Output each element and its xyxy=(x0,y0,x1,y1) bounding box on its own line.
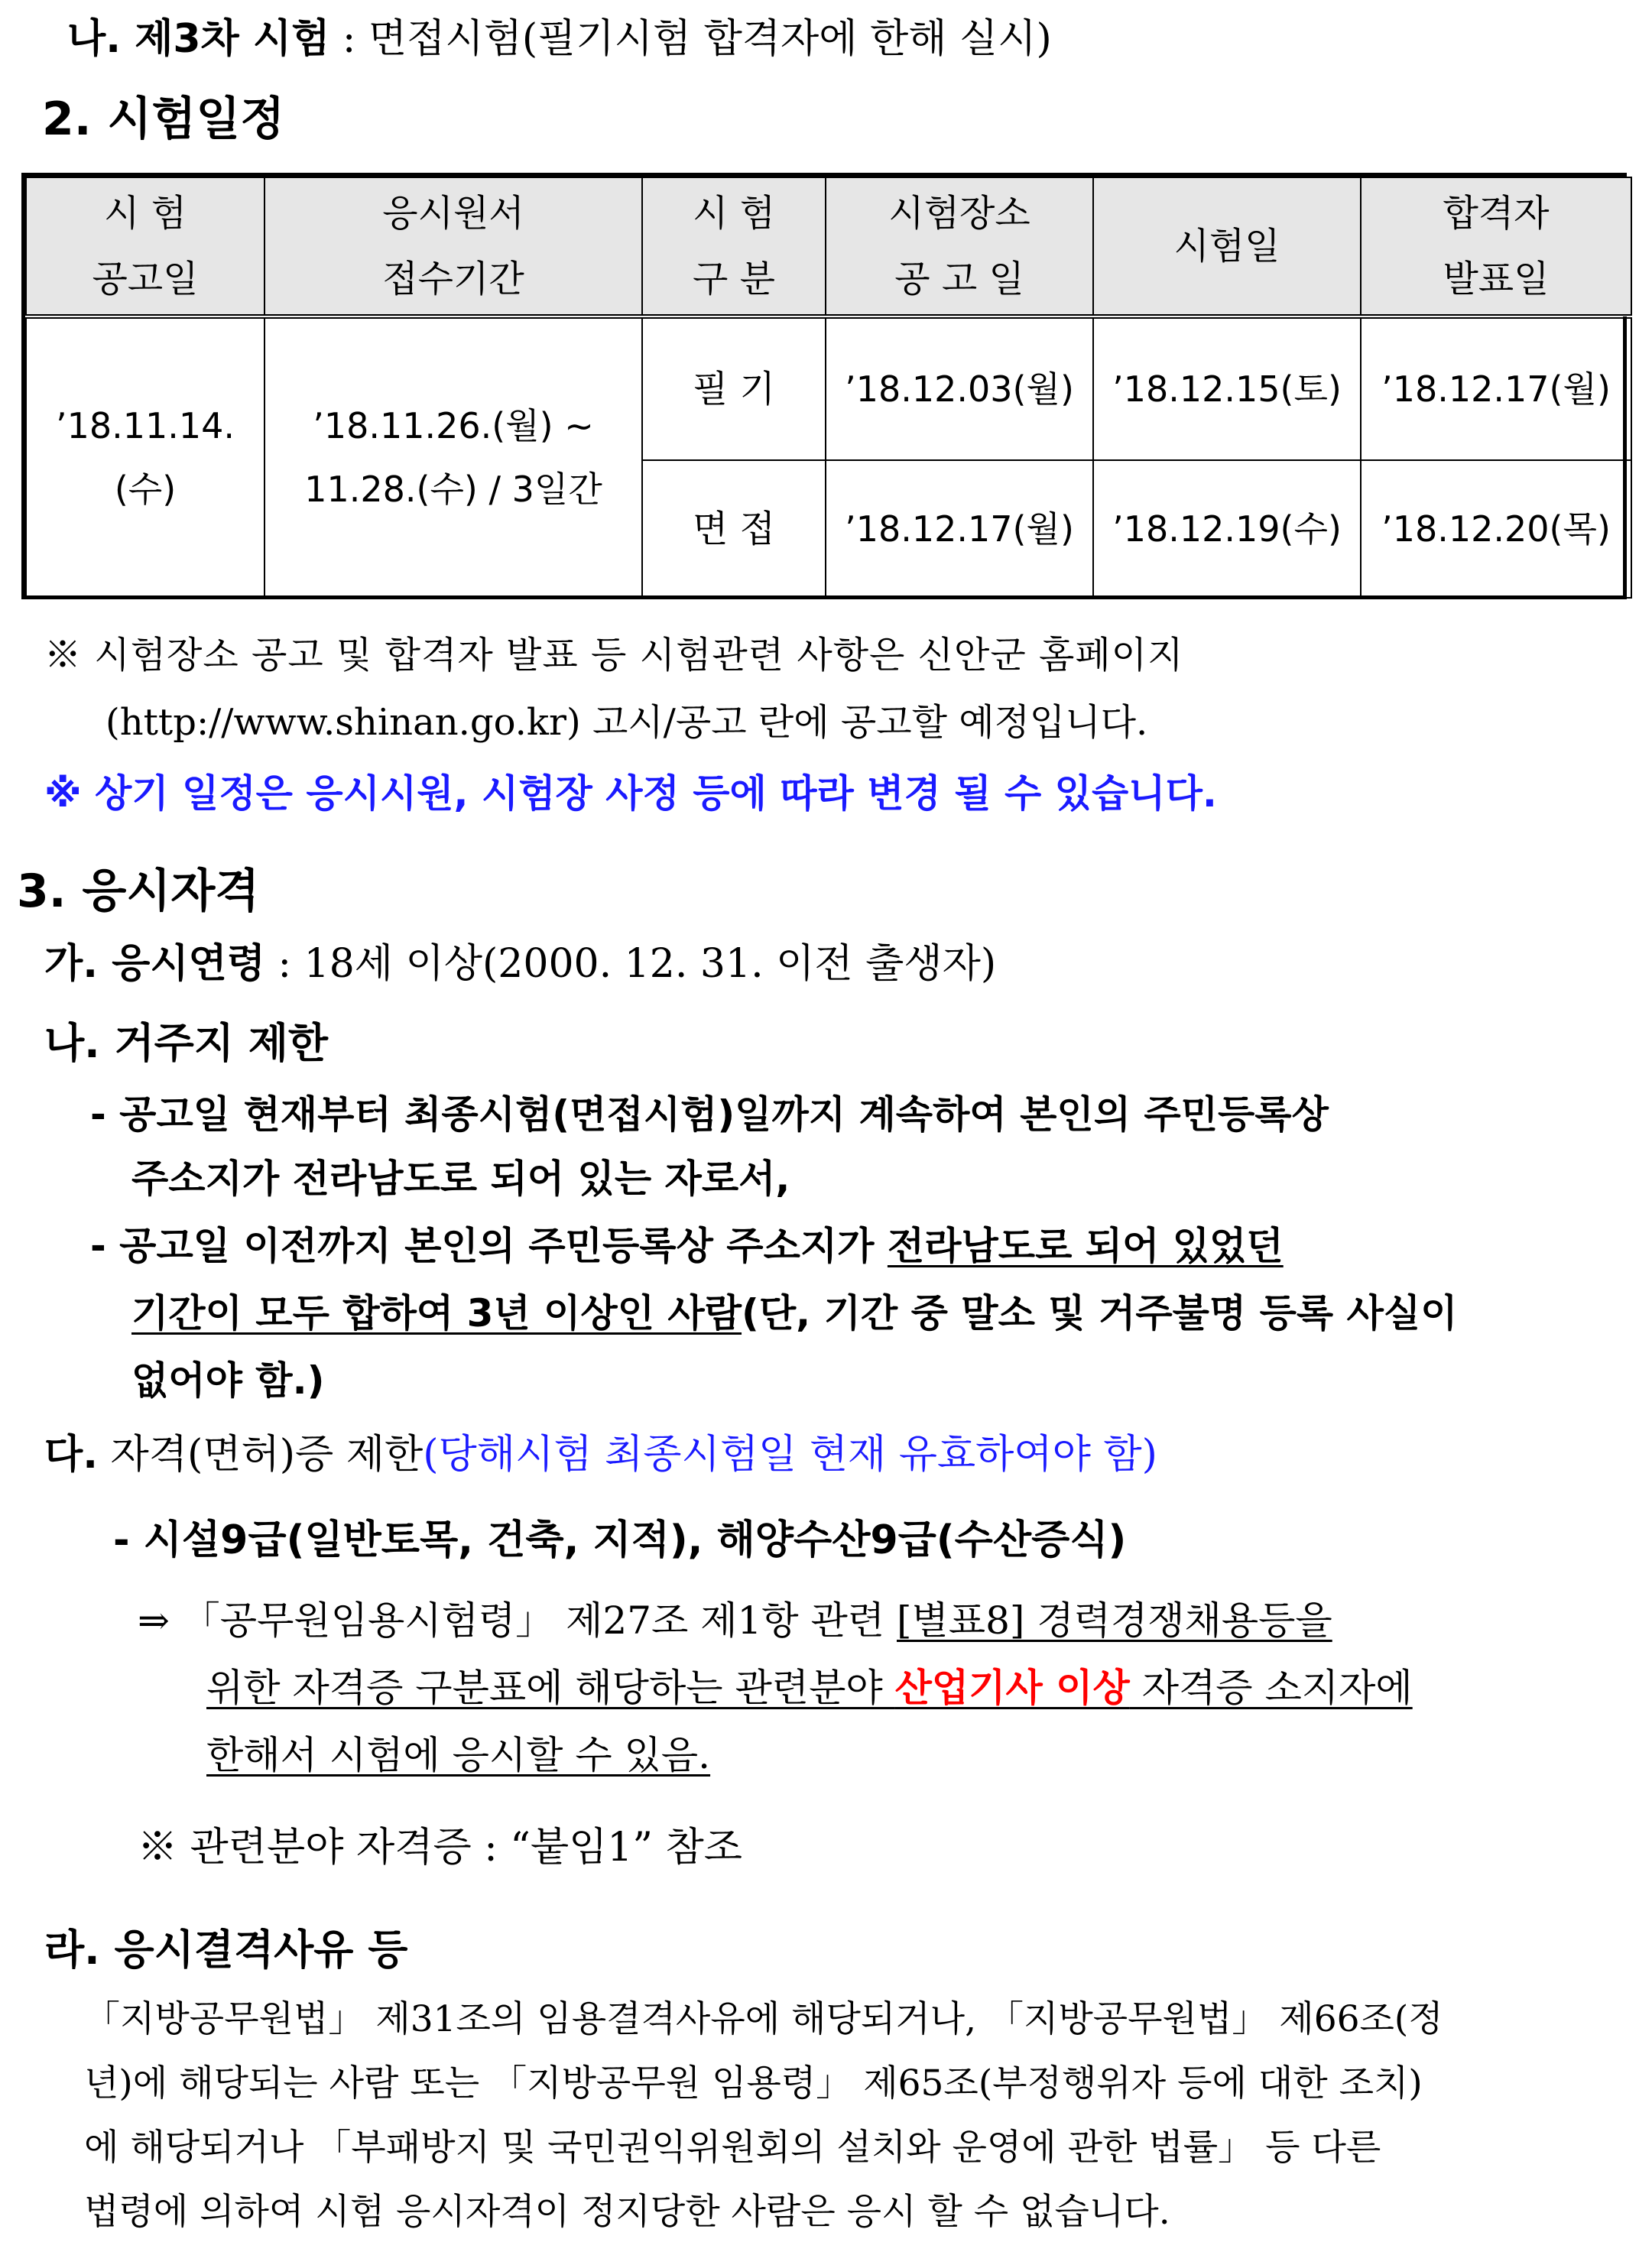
disqualification-line-2: 년)에 해당되는 사람 또는 「지방공무원 임용령」 제65조(부정행위자 등에 대한 조치) xyxy=(84,2062,1423,2104)
exam-type-cell: 면 접 xyxy=(642,460,826,598)
age-line: 가. 응시연령 : 18세 이상(2000. 12. 31. 이전 출생자) xyxy=(44,941,997,987)
license-reference: ※ 관련분야 자격증 : “붙임1” 참조 xyxy=(138,1825,742,1871)
third-exam-text: 면접시험(필기시험 합격자에 한해 실시) xyxy=(368,16,1052,62)
result-date-cell: ’18.12.20(목) xyxy=(1361,460,1631,598)
exam-date-cell: ’18.12.15(토) xyxy=(1093,316,1361,460)
underlined-text: [별표8] 경력경쟁채용등을 xyxy=(897,1598,1332,1643)
announce-date-cell: ’18.11.14. (수) xyxy=(26,316,265,598)
license-note: (당해시험 최종시험일 현재 유효하여야 함) xyxy=(423,1432,1157,1478)
result-date-cell: ’18.12.17(월) xyxy=(1361,316,1631,460)
residence-bullet-2-cont: 기간이 모두 합하여 3년 이상인 사람(단, 기간 중 말소 및 거주불명 등록 사실이 xyxy=(131,1291,1458,1335)
disqualification-line-4: 법령에 의하여 시험 응시자격이 정지당한 사람은 응시 할 수 없습니다. xyxy=(84,2191,1170,2233)
license-requirement: 산업기사 이상 xyxy=(894,1666,1130,1710)
underlined-text: 기간이 모두 합하여 3년 이상인 사람 xyxy=(131,1291,742,1335)
schedule-table xyxy=(21,173,1627,599)
third-exam-label: 나. 제3차 시험 xyxy=(67,16,330,62)
section-2-title: 2. 시험일정 xyxy=(42,92,285,146)
license-arrow-line-3: 한해서 시험에 응시할 수 있음. xyxy=(206,1733,711,1777)
residence-bullet-2-end: 없어야 함.) xyxy=(131,1358,325,1403)
underlined-text: 전라남도로 되어 있었던 xyxy=(887,1224,1284,1268)
license-arrow-line-2: 위한 자격증 구분표에 해당하는 관련분야 산업기사 이상 자격증 소지자에 xyxy=(206,1666,1413,1710)
disqualification-title: 라. 응시결격사유 등 xyxy=(44,1926,408,1974)
venue-date-cell: ’18.12.03(월) xyxy=(826,316,1093,460)
age-label: 가. 응시연령 xyxy=(44,941,266,987)
license-arrow-line-1: ⇒ 「공무원임용시험령」 제27조 제1항 관련 [별표8] 경력경쟁채용등을 xyxy=(138,1598,1332,1643)
application-period-cell: ’18.11.26.(월) ~ 11.28.(수) / 3일간 xyxy=(265,316,642,598)
venue-date-cell: ’18.12.17(월) xyxy=(826,460,1093,598)
header-cell: 응시원서 접수기간 xyxy=(265,177,642,316)
exam-date-cell: ’18.12.19(수) xyxy=(1093,460,1361,598)
note-homepage: ※ 시험장소 공고 및 합격자 발표 등 시험관련 사항은 신안군 홈페이지 xyxy=(44,634,1184,677)
third-exam-line: 나. 제3차 시험 : 면접시험(필기시험 합격자에 한해 실시) xyxy=(67,16,1052,62)
header-cell: 시험일 xyxy=(1093,177,1361,316)
residence-bullet-1: - 공고일 현재부터 최종시험(면접시험)일까지 계속하여 본인의 주민등록상 xyxy=(90,1092,1329,1137)
exam-type-cell: 필 기 xyxy=(642,316,826,460)
license-item: - 시설9급(일반토목, 건축, 지적), 해양수산9급(수산증식) xyxy=(113,1517,1127,1563)
license-title: 다. 자격(면허)증 제한(당해시험 최종시험일 현재 유효하여야 함) xyxy=(44,1432,1157,1478)
note-schedule-change: ※ 상기 일정은 응시시원, 시험장 사정 등에 따라 변경 될 수 있습니다. xyxy=(44,771,1217,816)
header-cell: 시 험 공고일 xyxy=(26,177,265,316)
header-cell: 합격자 발표일 xyxy=(1361,177,1631,316)
header-cell: 시 험 구 분 xyxy=(642,177,826,316)
section-3-title: 3. 응시자격 xyxy=(17,865,260,918)
note-homepage-url: (http://www.shinan.go.kr) 고시/공고 란에 공고할 예정입니다. xyxy=(105,701,1148,744)
disqualification-line-1: 「지방공무원법」 제31조의 임용결격사유에 해당되거나, 「지방공무원법」 제66조(정 xyxy=(84,1998,1443,2040)
table-row xyxy=(26,316,1631,460)
table-header-row xyxy=(26,177,1631,316)
residence-bullet-2: - 공고일 이전까지 본인의 주민등록상 주소지가 전라남도로 되어 있었던 xyxy=(90,1224,1284,1268)
residence-title: 나. 거주지 제한 xyxy=(44,1019,329,1067)
disqualification-line-3: 에 해당되거나 「부패방지 및 국민권익위원회의 설치와 운영에 관한 법률」 등 다른 xyxy=(84,2127,1381,2169)
residence-bullet-1-cont: 주소지가 전라남도로 되어 있는 자로서, xyxy=(131,1157,790,1201)
header-cell: 시험장소 공 고 일 xyxy=(826,177,1093,316)
age-text: 18세 이상(2000. 12. 31. 이전 출생자) xyxy=(303,941,997,987)
